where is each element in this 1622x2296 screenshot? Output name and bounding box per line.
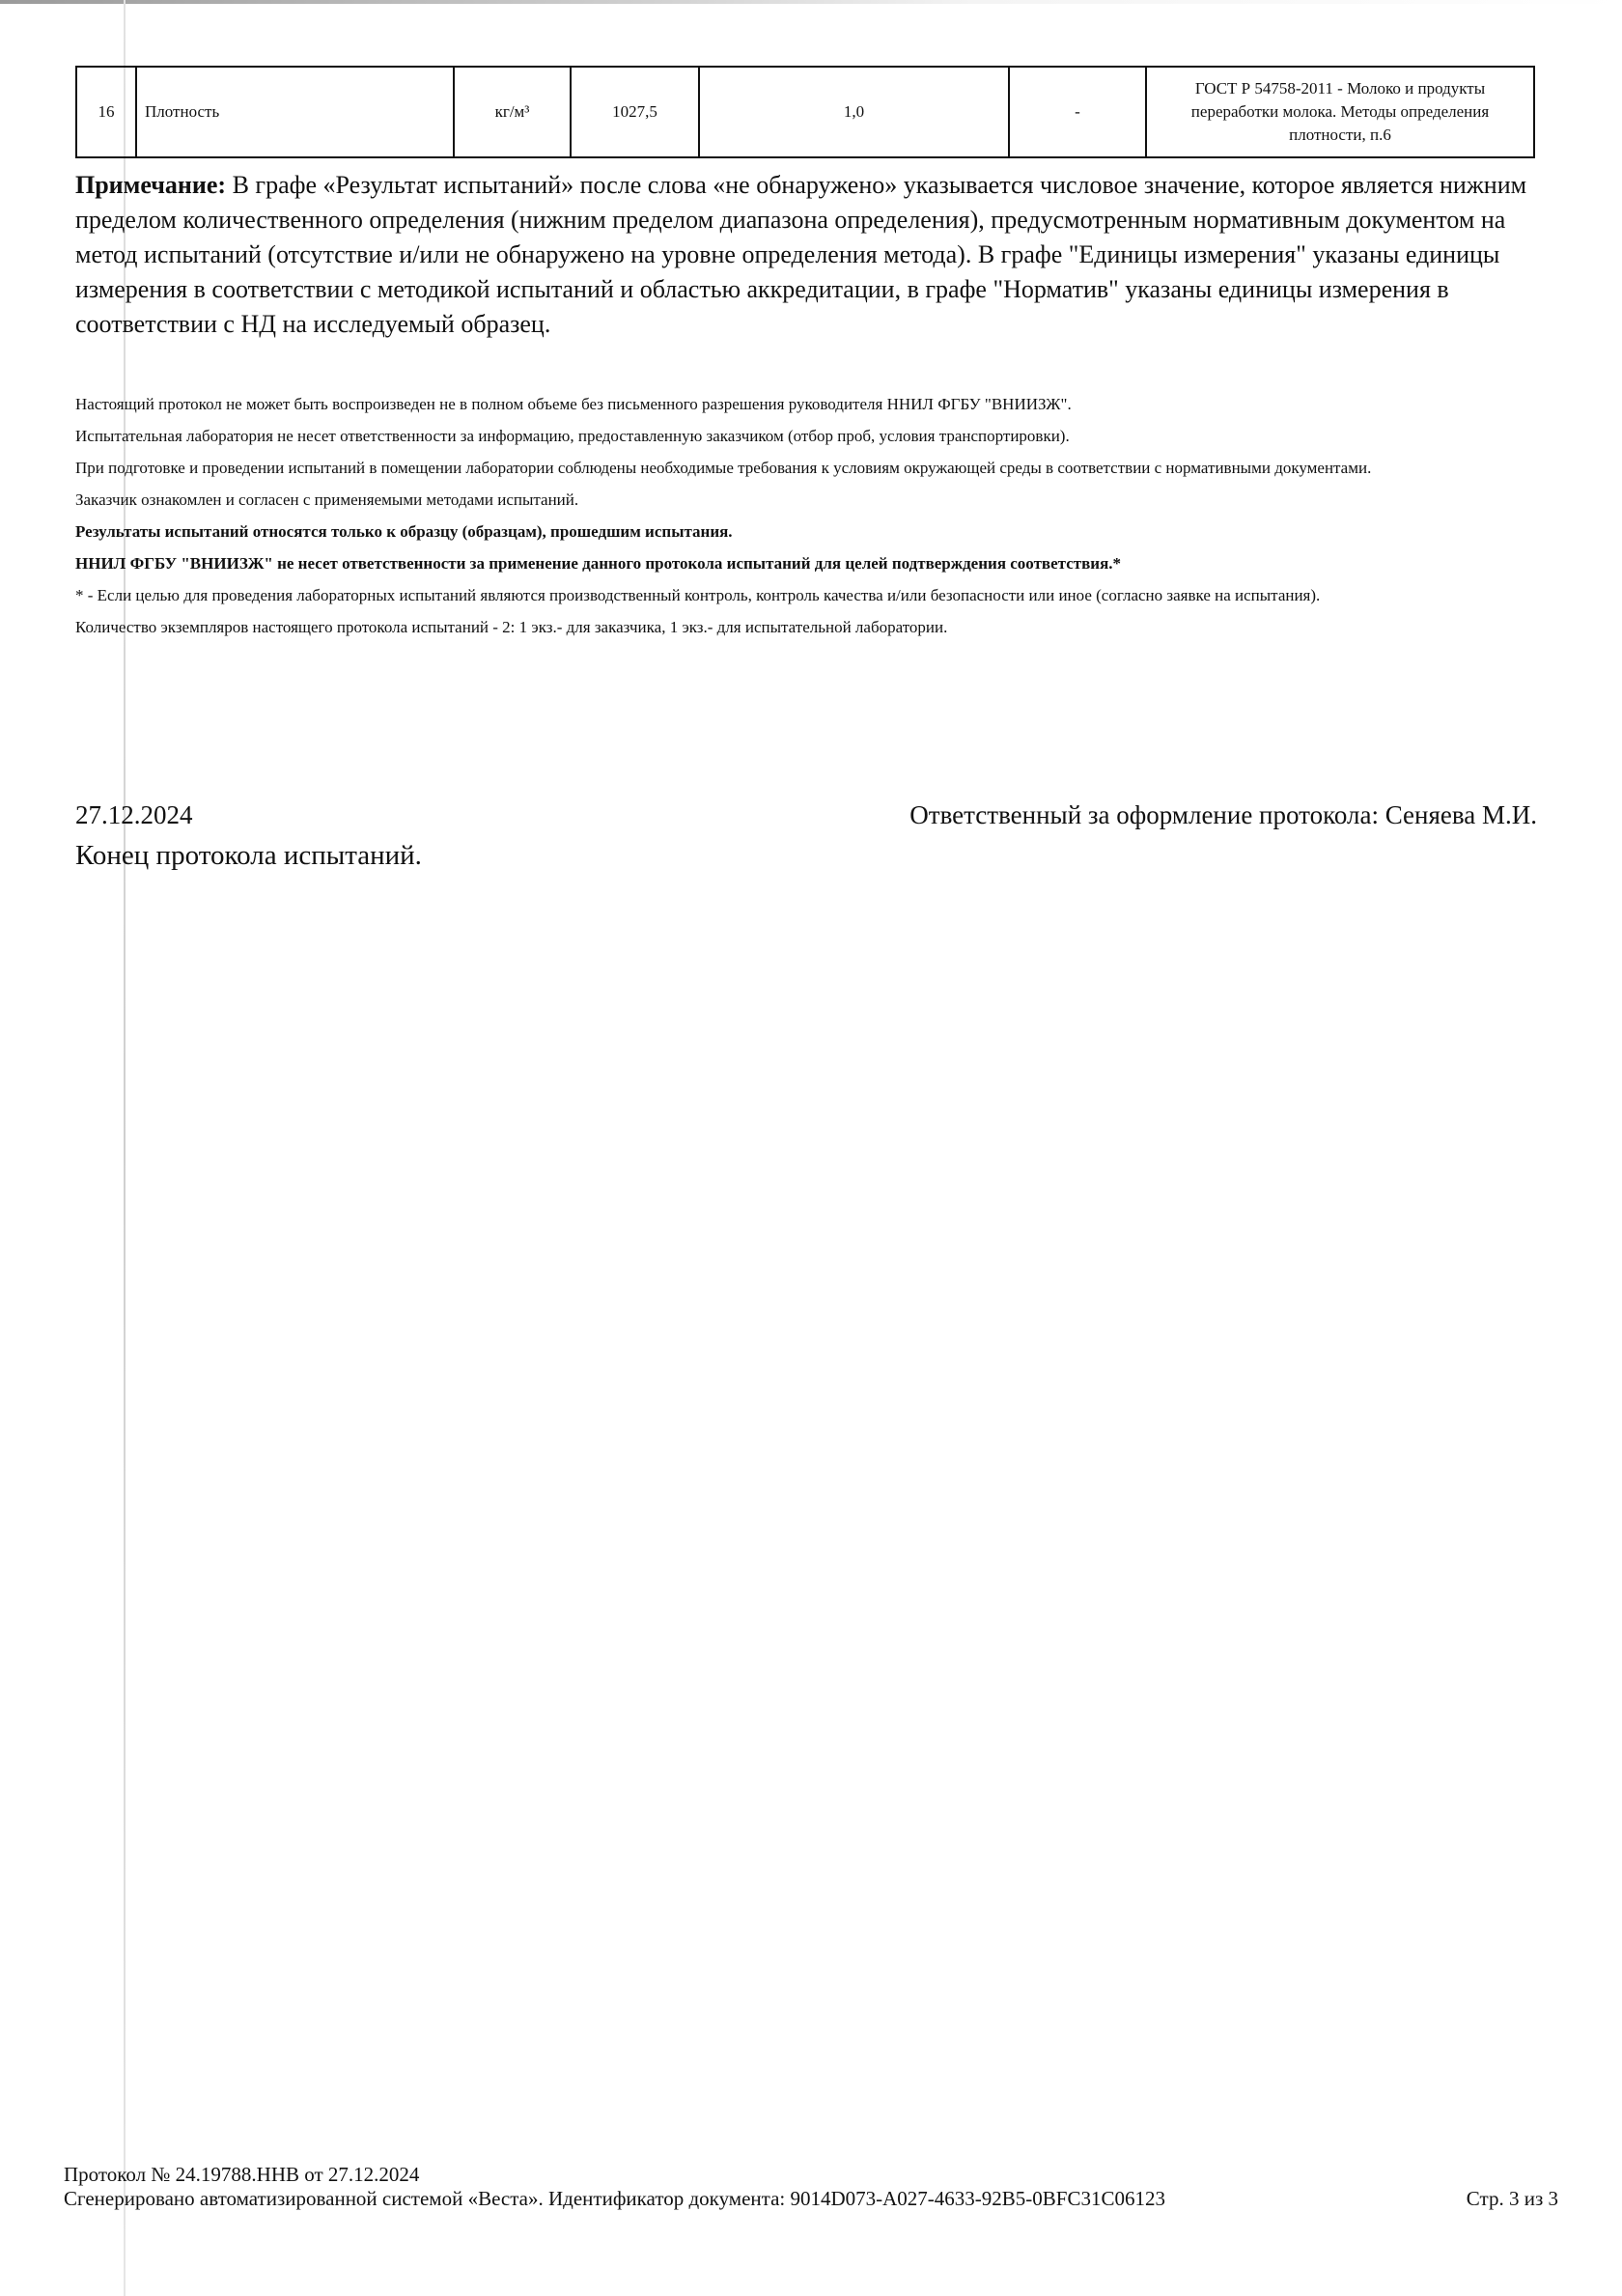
norm-cell: - bbox=[1009, 67, 1146, 157]
disclaimer-customer-info: Испытательная лаборатория не несет ответственности за информацию, предоставленную заказчиком (отбор проб, условия транспортировки). bbox=[75, 427, 1070, 445]
disclaimer-conformity: ННИЛ ФГБУ "ВНИИЗЖ" не несет ответственности за применение данного протокола испытаний для целей подтверждения соответствия.* bbox=[75, 554, 1122, 573]
note-text: В графе «Результат испытаний» после слова «не обнаружено» указывается числовое значение, которое является нижним пределом количественного определения (нижним пределом диапазона определения), предусмотренным нормативным документом на метод испытаний (отсутствие и/или не обнаружено на уровне определения метода). В графе "Единицы измерения" указаны единицы измерения в соответствии с методикой испытаний и областью аккредитации, в графе "Норматив" указаны единицы измерения в соответствии с НД на исследуемый образец. bbox=[75, 171, 1527, 338]
scan-top-edge bbox=[0, 0, 1622, 4]
note-paragraph bbox=[75, 168, 1543, 342]
scan-artifact-line bbox=[124, 0, 126, 2296]
footer-protocol-number: Протокол № 24.19788.ННВ от 27.12.2024 bbox=[64, 2163, 420, 2186]
table-row bbox=[76, 67, 1534, 157]
footer-generated-id: Сгенерировано автоматизированной системой «Веста». Идентификатор документа: 9014D073-A027-4633-92B5-0BFC31C06123 bbox=[64, 2187, 1165, 2210]
error-cell: 1,0 bbox=[699, 67, 1009, 157]
protocol-date: 27.12.2024 bbox=[75, 800, 193, 829]
responsible-person: Ответственный за оформление протокола: Сеняева М.И. bbox=[909, 800, 1537, 829]
page-footer bbox=[64, 2163, 1560, 2211]
indicator-name: Плотность bbox=[136, 67, 454, 157]
unit-cell: кг/м³ bbox=[454, 67, 571, 157]
note-label: Примечание: bbox=[75, 171, 227, 199]
method-cell: ГОСТ Р 54758-2011 - Молоко и продукты переработки молока. Методы определения плотности, п.6 bbox=[1146, 67, 1534, 157]
disclaimer-methods: Заказчик ознакомлен и согласен с применяемыми методами испытаний. bbox=[75, 490, 579, 509]
disclaimer-footnote: * - Если целью для проведения лабораторных испытаний являются производственный контроль, контроль качества и/или безопасности или иное (согласно заявке на испытания). bbox=[75, 586, 1321, 604]
row-number: 16 bbox=[76, 67, 136, 157]
results-table bbox=[75, 66, 1535, 158]
disclaimer-reproduction: Настоящий протокол не может быть воспроизведен не в полном объеме без письменного разрешения руководителя ННИЛ ФГБУ "ВНИИЗЖ". bbox=[75, 395, 1072, 413]
disclaimers bbox=[75, 388, 1543, 643]
disclaimer-environment: При подготовке и проведении испытаний в помещении лаборатории соблюдены необходимые требования к условиям окружающей среды в соответствии с нормативными документами. bbox=[75, 459, 1372, 477]
result-cell: 1027,5 bbox=[571, 67, 699, 157]
page-number: Стр. 3 из 3 bbox=[1466, 2187, 1558, 2210]
protocol-end: Конец протокола испытаний. bbox=[75, 840, 422, 871]
disclaimer-results-scope: Результаты испытаний относятся только к образцу (образцам), прошедшим испытания. bbox=[75, 522, 733, 541]
disclaimer-copies: Количество экземпляров настоящего протокола испытаний - 2: 1 экз.- для заказчика, 1 экз.- для испытательной лаборатории. bbox=[75, 618, 948, 636]
